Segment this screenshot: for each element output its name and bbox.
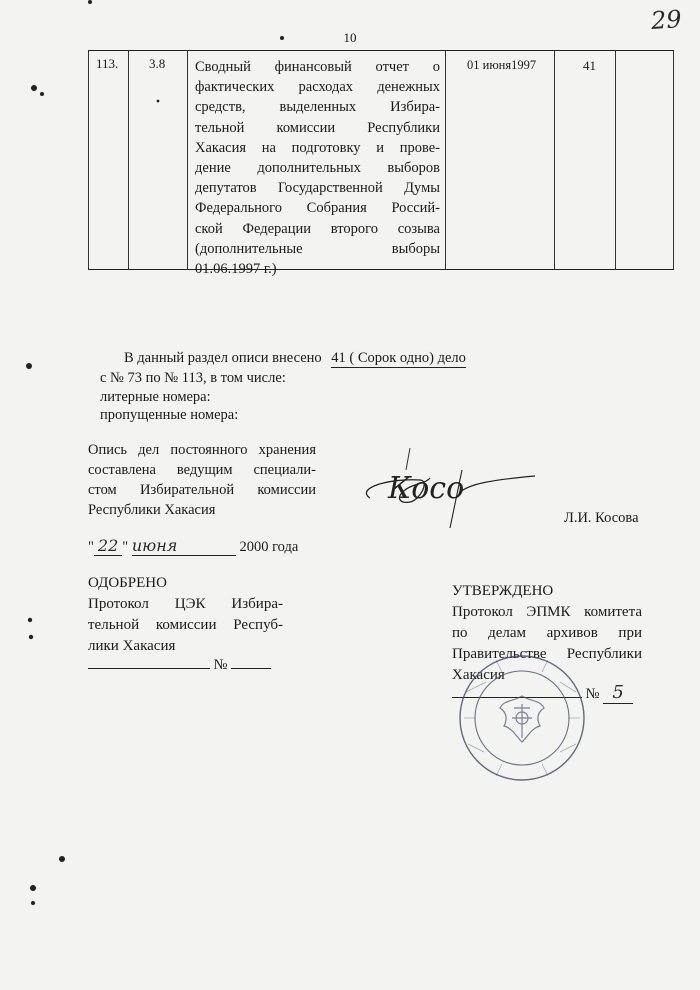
title-line: (дополнительные выборы xyxy=(195,240,440,257)
compiled-line: Республики Хакасия xyxy=(88,502,216,518)
compiled-by-block xyxy=(88,440,316,520)
date-year: 2000 года xyxy=(239,539,299,555)
title-line: средств, выделенных Избира- xyxy=(195,99,440,116)
official-seal-stamp xyxy=(456,652,588,784)
sheet-number: 29 xyxy=(650,4,683,36)
date-month: июня xyxy=(132,536,236,556)
date-close-quote: " xyxy=(122,539,129,555)
title-line: тельной комиссии Республики xyxy=(195,119,440,136)
row-number: 113. xyxy=(96,56,119,71)
ratified-line: Правительстве Республики xyxy=(452,646,642,662)
compiled-line: стом Избирательной комиссии xyxy=(88,482,316,498)
title-line: Хакасия на подготовку и прове- xyxy=(195,139,440,156)
approved-number-label: № xyxy=(213,657,228,673)
title-line: 01.06.1997 г.) xyxy=(195,261,277,278)
row-index: 3.8 xyxy=(149,56,166,71)
ratified-line: Протокол ЭПМК комитета xyxy=(452,604,642,620)
title-line: Сводный финансовый отчет о xyxy=(195,59,440,75)
title-line: фактических расходах денежных xyxy=(195,79,440,96)
compiled-line: составлена ведущим специали- xyxy=(88,462,316,478)
approved-heading: ОДОБРЕНО xyxy=(88,575,167,591)
ratified-number-value: 5 xyxy=(603,682,633,704)
approved-number-line xyxy=(88,657,271,674)
summary-intro xyxy=(124,350,466,368)
summary-intro-text: В данный раздел описи внесено xyxy=(124,350,322,366)
title-line: Федерального Собрания Россий- xyxy=(195,200,440,217)
approved-line: лики Хакасия xyxy=(88,638,176,654)
approved-block xyxy=(88,573,283,657)
compiler-name: Л.И. Косова xyxy=(564,510,639,526)
ratified-number-label: № xyxy=(585,686,600,702)
row-count: 41 xyxy=(583,58,596,73)
date-line xyxy=(88,536,298,556)
compiled-line: Опись дел постоянного хранения xyxy=(88,442,316,458)
signature-text: Косо xyxy=(388,471,465,506)
approved-line: Протокол ЦЭК Избира- xyxy=(88,596,283,612)
ratified-line: по делам архивов при xyxy=(452,625,642,641)
date-day: 22 xyxy=(94,536,122,556)
ratified-line: Хакасия xyxy=(452,667,505,683)
signature-image xyxy=(350,440,540,530)
date-open-quote: " xyxy=(88,539,94,555)
summary-count: 41 ( Сорок одно) дело xyxy=(331,350,466,366)
ratified-heading: УТВЕРЖДЕНО xyxy=(452,583,554,599)
row-title xyxy=(195,57,440,279)
letter-numbers: литерные номера: xyxy=(100,389,211,405)
title-line: ской Федерации второго созыва xyxy=(195,220,440,237)
title-line: дение дополнительных выборов xyxy=(195,160,440,177)
summary-range: с № 73 по № 113, в том числе: xyxy=(100,370,286,386)
page-number: 10 xyxy=(343,30,357,45)
missing-numbers: пропущенные номера: xyxy=(100,407,239,423)
title-line: депутатов Государственной Думы xyxy=(195,180,440,197)
approved-line: тельной комиссии Респуб- xyxy=(88,617,283,633)
row-date: 01 июня1997 xyxy=(467,58,537,72)
